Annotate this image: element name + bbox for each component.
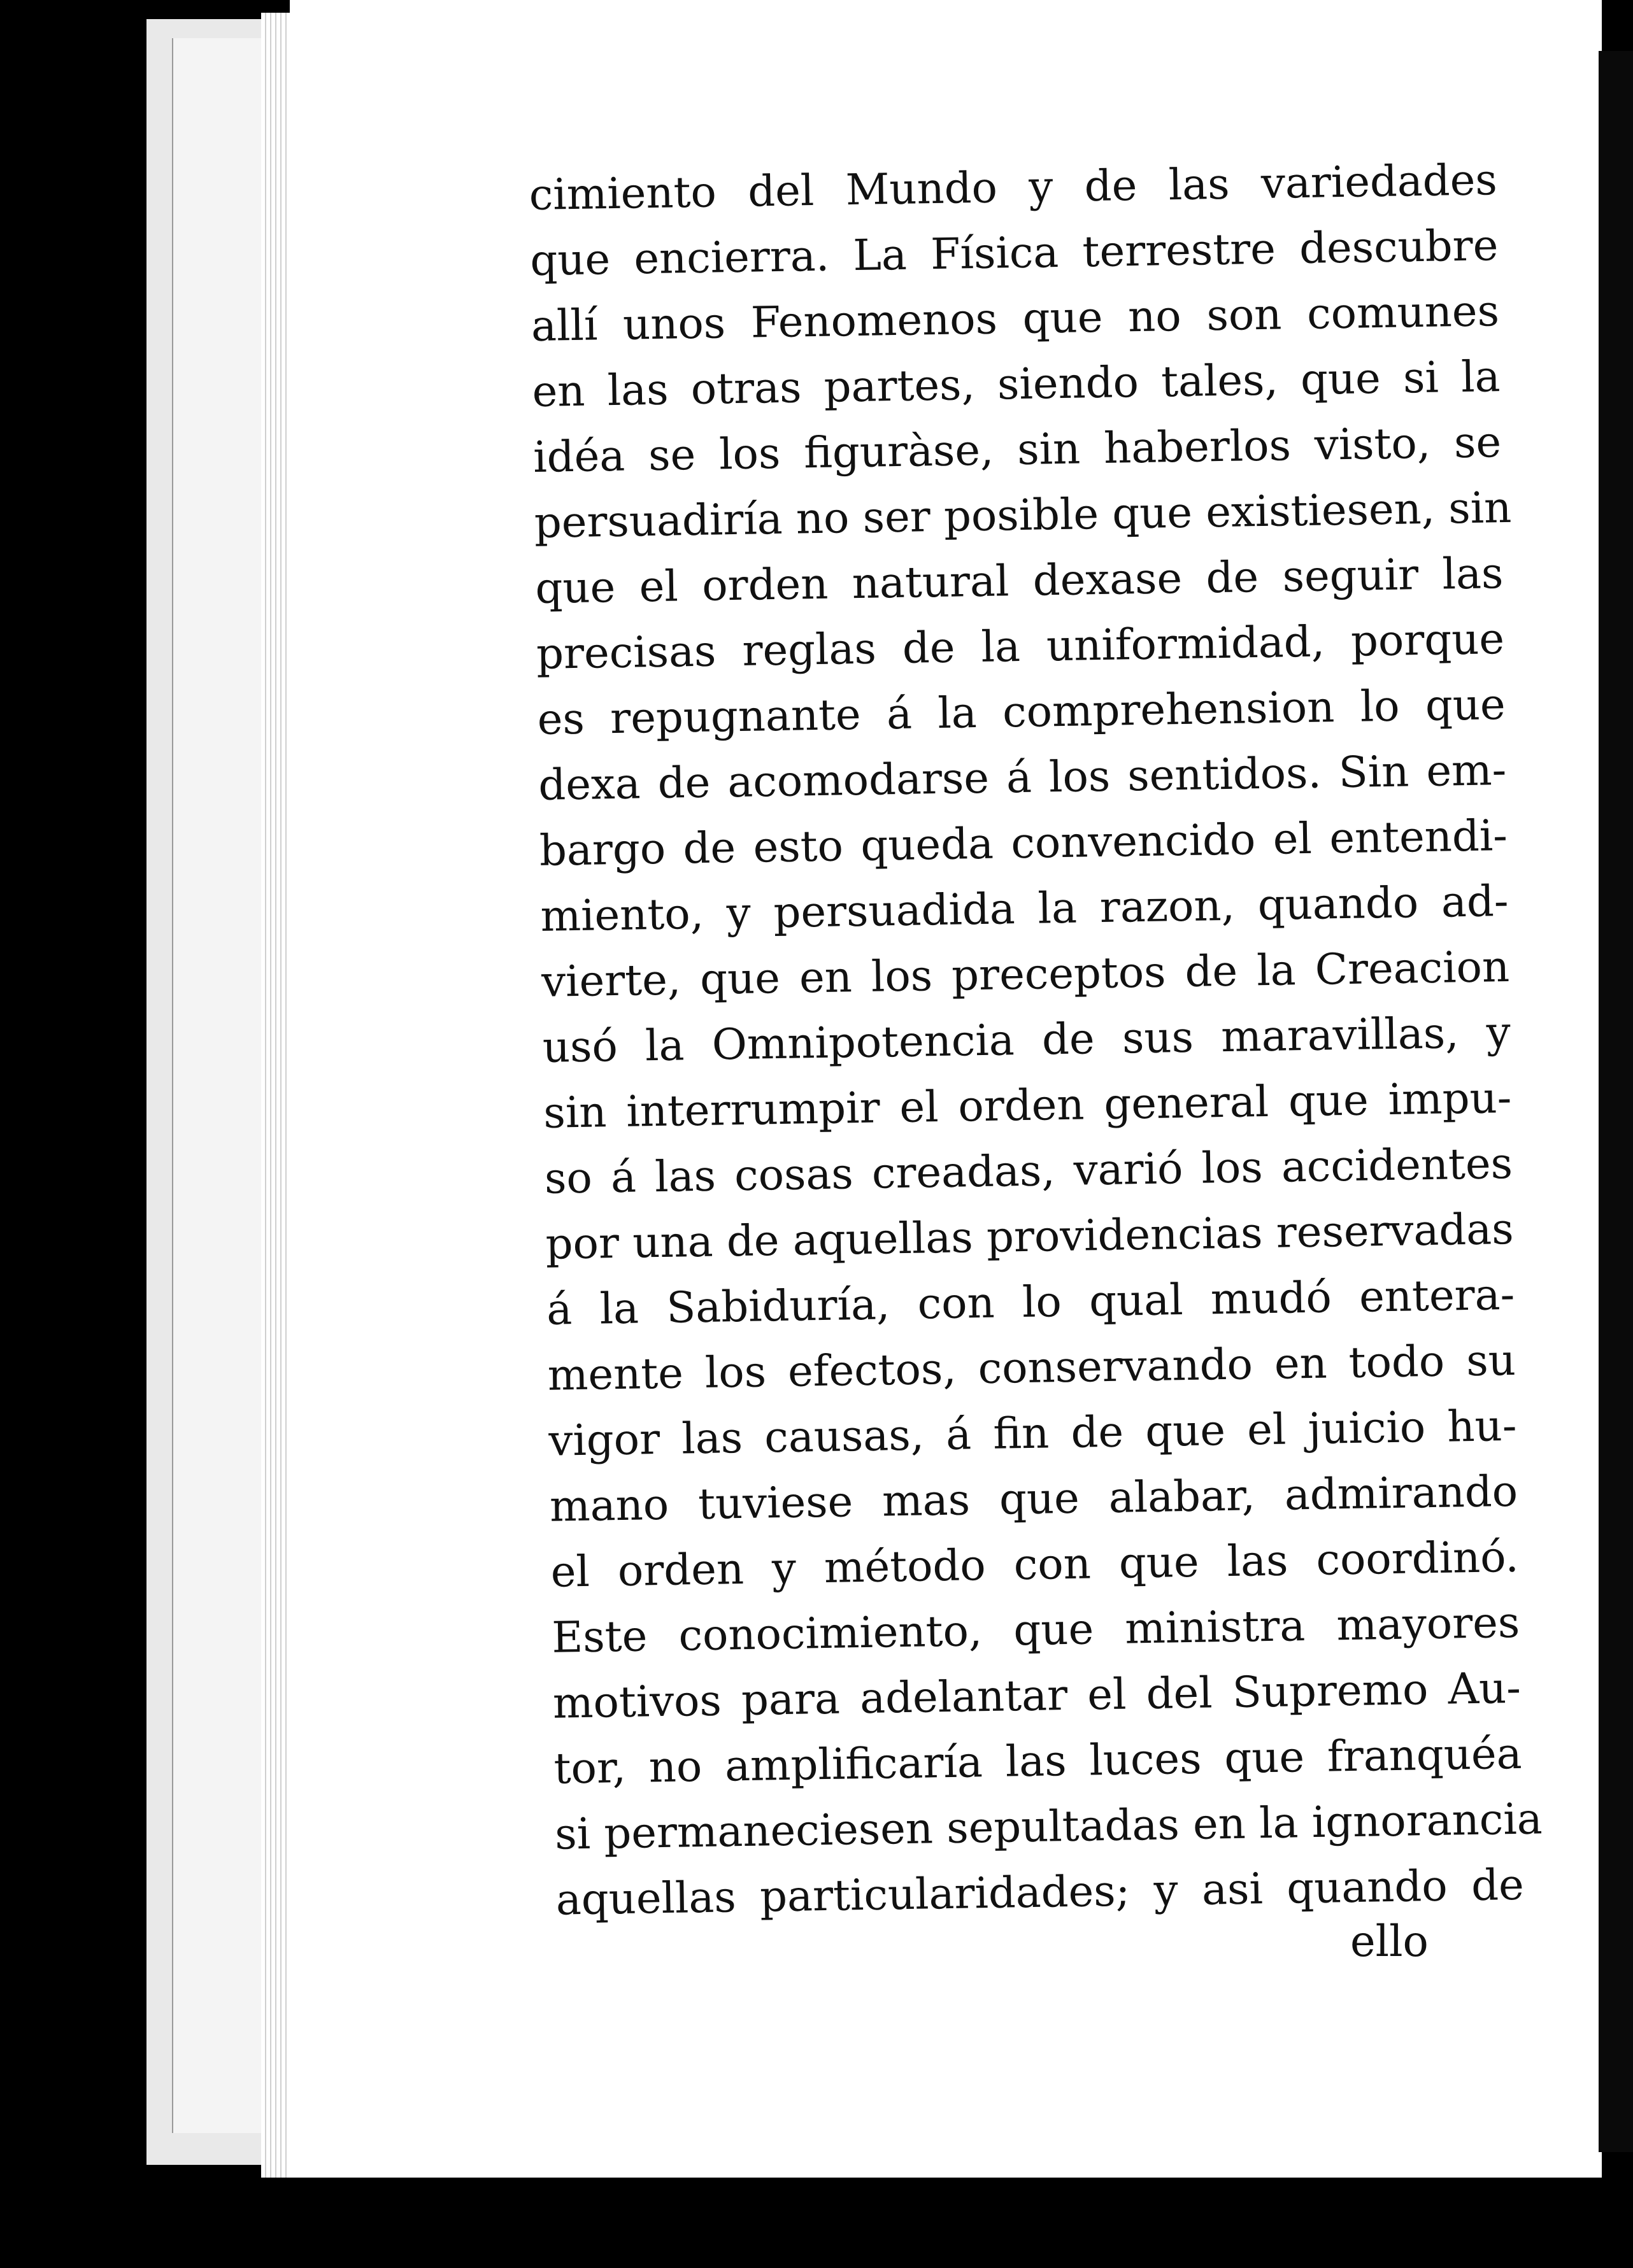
text-line: idéa se los figuràse, sin haberlos visto, se xyxy=(532,417,1502,482)
text-line: motivos para adelantar el del Supremo Au- xyxy=(552,1662,1522,1728)
text-line: bargo de esto queda convencido el entendi- xyxy=(539,810,1508,875)
text-line: que el orden natural dexase de seguir las xyxy=(534,548,1504,613)
text-line: dexa de acomodarse á los sentidos. Sin em- xyxy=(538,745,1507,810)
text-line: precisas reglas de la uniformidad, porque xyxy=(536,614,1505,679)
text-line: tor, no amplificaría las luces que franquéa xyxy=(553,1728,1523,1794)
text-line: persuadiría no ser posible que existiesen, sin xyxy=(534,482,1512,548)
body-text xyxy=(529,147,1543,1933)
text-line: por una de aquellas providencias reservadas xyxy=(545,1203,1515,1269)
text-line: si permaneciesen sepultadas en la ignorancia xyxy=(554,1794,1543,1859)
facing-page-inner-edge xyxy=(172,38,269,2133)
text-line: aquellas particularidades; y asi quando de xyxy=(555,1859,1525,1925)
text-line: vierte, que en los preceptos de la Creacion xyxy=(541,941,1510,1007)
text-line: usó la Omnipotencia de sus maravillas, y xyxy=(542,1007,1511,1072)
text-line: sin interrumpir el orden general que impu- xyxy=(543,1072,1512,1138)
bottom-shadow xyxy=(146,2178,1633,2268)
text-line: mente los efectos, conservando en todo su xyxy=(547,1335,1516,1400)
catchword: ello xyxy=(1350,1917,1429,1966)
text-line: Este conocimiento, que ministra mayores xyxy=(551,1597,1520,1662)
text-line: es repugnante á la comprehension lo que xyxy=(537,679,1506,744)
text-line: á la Sabiduría, con lo qual mudó entera- xyxy=(546,1269,1515,1335)
text-line: vigor las causas, á fin de que el juicio hu- xyxy=(548,1400,1517,1466)
text-line: so á las cosas creadas, varió los accidentes xyxy=(544,1138,1513,1203)
text-line: cimiento del Mundo y de las variedades xyxy=(529,155,1498,220)
text-line: en las otras partes, siendo tales, que si la xyxy=(532,351,1501,416)
text-line: que encierra. La Física terrestre descubre xyxy=(529,220,1499,285)
text-line: el orden y método con que las coordinó. xyxy=(550,1531,1520,1597)
text-line: allí unos Fenomenos que no son comunes xyxy=(531,286,1500,351)
text-line: mano tuviese mas que alabar, admirando xyxy=(549,1466,1518,1531)
right-page-shadow xyxy=(1599,51,1633,2152)
text-line: miento, y persuadida la razon, quando ad- xyxy=(539,875,1509,941)
